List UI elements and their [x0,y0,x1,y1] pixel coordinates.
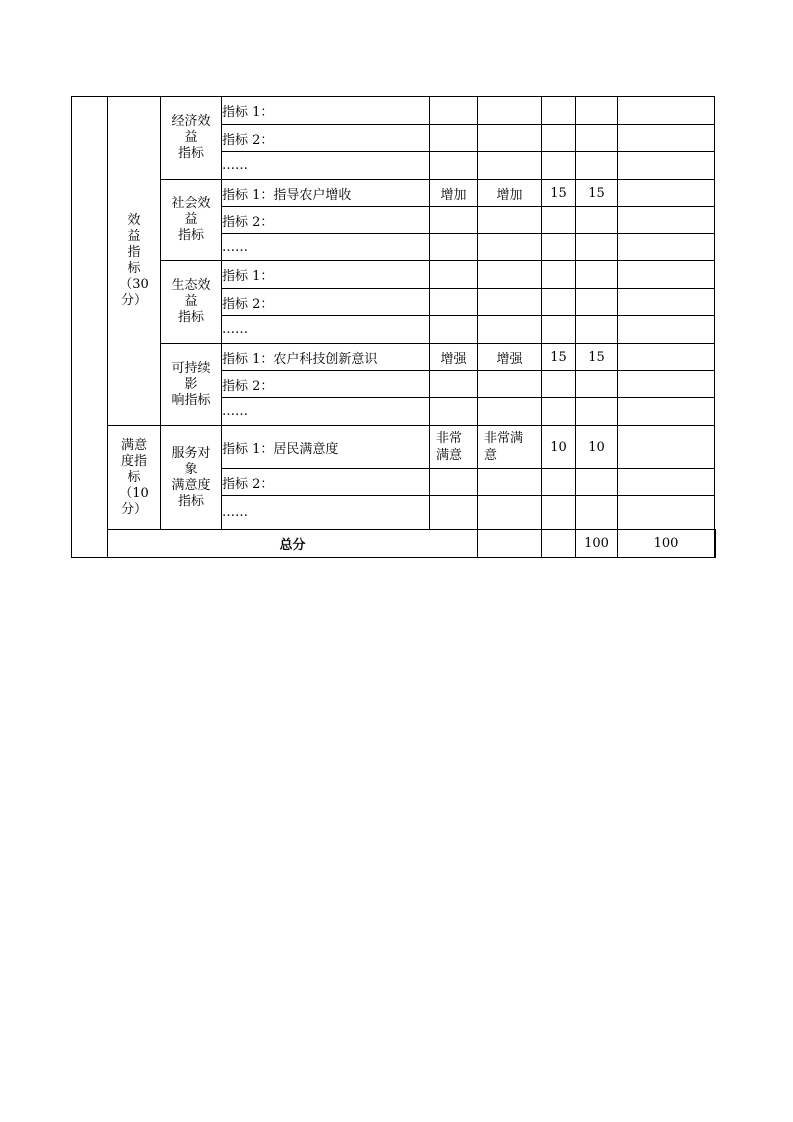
total-weight: 100 [576,530,618,558]
total-remark-cell [715,530,716,558]
indicator-name: 指标 2： [222,371,430,398]
remark-cell [618,496,715,530]
obtained-score [576,125,618,152]
table-row [72,344,716,371]
remark-cell [618,426,715,469]
indicator-name: …… [222,316,430,344]
actual-value [478,398,542,426]
weight-score [542,125,576,152]
indicator-name: 指标 2： [222,125,430,152]
remark-cell [618,398,715,426]
table-row [72,180,716,207]
indicator-name: …… [222,234,430,261]
remark-cell [618,125,715,152]
weight-score [542,398,576,426]
obtained-score [576,289,618,316]
indicator-name: 指标 1：指导农户增收 [222,180,430,207]
table-row [72,426,716,469]
remark-cell [618,180,715,207]
weight-score [542,152,576,180]
obtained-score [576,97,618,125]
target-value [430,207,478,234]
actual-value [478,207,542,234]
indicator-name: 指标 1： [222,97,430,125]
actual-value: 非常满 意 [478,426,542,469]
remark-cell [618,97,715,125]
table-row [72,261,716,289]
remark-cell [618,234,715,261]
total-score: 100 [618,530,715,558]
weight-score [542,261,576,289]
actual-value [478,289,542,316]
weight-score [542,316,576,344]
weight-score [542,97,576,125]
actual-value [478,234,542,261]
target-value [430,97,478,125]
actual-value [478,371,542,398]
actual-value [478,496,542,530]
weight-score: 15 [542,344,576,371]
weight-score [542,496,576,530]
indicator-name: …… [222,152,430,180]
obtained-score: 15 [576,344,618,371]
weight-score [542,289,576,316]
obtained-score [576,234,618,261]
target-value [430,289,478,316]
target-value [430,261,478,289]
performance-evaluation-table [71,96,716,558]
weight-score: 15 [542,180,576,207]
category-satisfaction-indicator: 满意 度指 标 （10 分） [108,426,161,530]
subcategory-social-benefit: 社会效 益 指标 [161,180,222,261]
obtained-score: 10 [576,426,618,469]
remark-cell [618,289,715,316]
remark-cell [618,469,715,496]
subcategory-sustainable-impact: 可持续 影 响指标 [161,344,222,426]
remark-cell [618,316,715,344]
total-actual-cell [542,530,576,558]
target-value [430,469,478,496]
indicator-name: 指标 1： [222,261,430,289]
actual-value: 增加 [478,180,542,207]
remark-cell [618,152,715,180]
subcategory-economic-benefit: 经济效 益 指标 [161,97,222,180]
obtained-score [576,398,618,426]
actual-value [478,97,542,125]
obtained-score [576,316,618,344]
indicator-name: …… [222,496,430,530]
indicator-name: 指标 2： [222,289,430,316]
remark-cell [618,344,715,371]
weight-score [542,469,576,496]
target-value [430,398,478,426]
target-value [430,234,478,261]
table-row [72,97,716,125]
indicator-name: 指标 2： [222,469,430,496]
indicator-name: 指标 1：农户科技创新意识 [222,344,430,371]
category-benefit-indicator: 效 益 指 标 （30 分） [108,97,161,426]
subcategory-ecological-benefit: 生态效 益 指标 [161,261,222,344]
actual-value [478,469,542,496]
obtained-score [576,469,618,496]
actual-value [478,152,542,180]
total-gap-cell [478,530,542,558]
weight-score [542,371,576,398]
actual-value [478,125,542,152]
target-value: 增强 [430,344,478,371]
indicator-name: …… [222,398,430,426]
target-value [430,125,478,152]
obtained-score [576,261,618,289]
total-row [72,530,716,558]
weight-score [542,234,576,261]
actual-value [478,261,542,289]
actual-value [478,316,542,344]
target-value: 非常 满意 [430,426,478,469]
target-value [430,496,478,530]
obtained-score [576,371,618,398]
indicator-name: 指标 2： [222,207,430,234]
total-label: 总分 [108,530,478,558]
actual-value: 增强 [478,344,542,371]
indicator-name: 指标 1：居民满意度 [222,426,430,469]
subcategory-service-satisfaction: 服务对 象 满意度 指标 [161,426,222,530]
level1-indicator-cell [72,97,108,558]
weight-score: 10 [542,426,576,469]
weight-score [542,207,576,234]
obtained-score [576,207,618,234]
target-value [430,316,478,344]
target-value [430,371,478,398]
obtained-score: 15 [576,180,618,207]
obtained-score [576,152,618,180]
obtained-score [576,496,618,530]
remark-cell [618,371,715,398]
target-value [430,152,478,180]
remark-cell [618,261,715,289]
remark-cell [618,207,715,234]
target-value: 增加 [430,180,478,207]
